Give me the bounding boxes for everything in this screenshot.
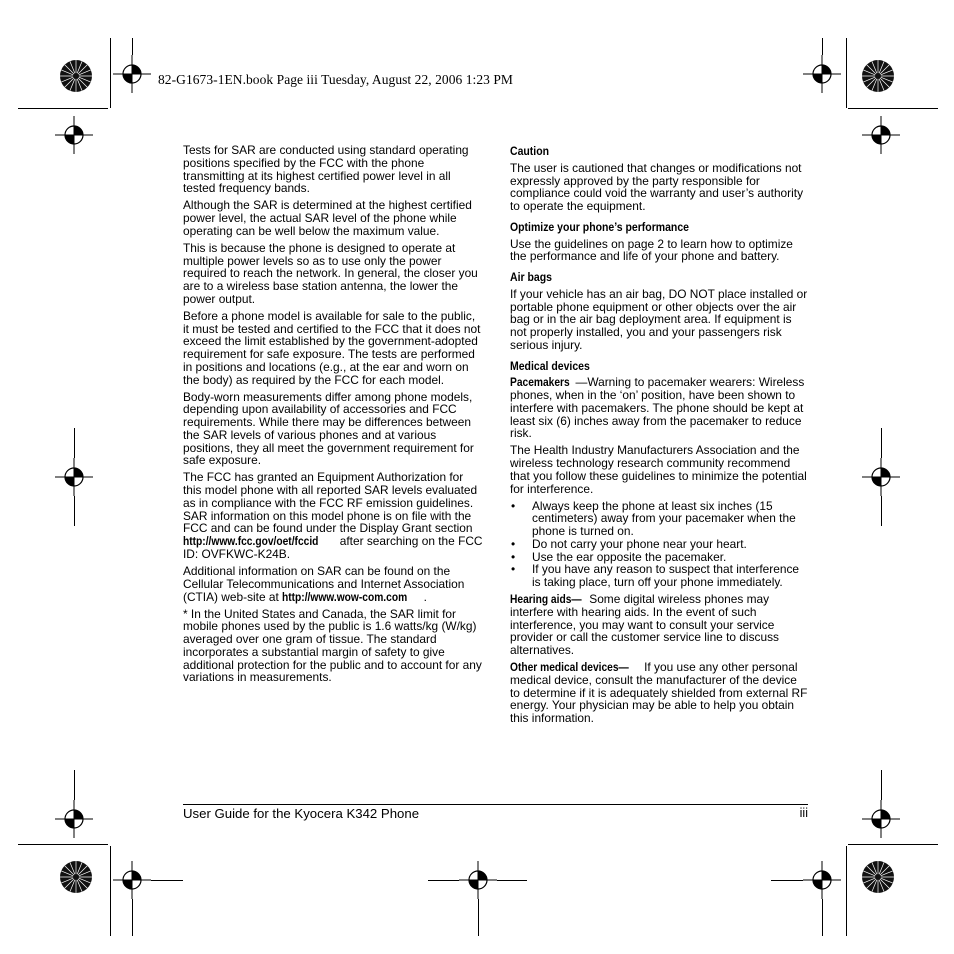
crop-line: [428, 880, 459, 881]
paragraph: If your vehicle has an air bag, DO NOT place installed or portable phone equipment or other objects over the air bag or in the air bag deployment area. If equipment is not properly installed, you and your passengers risk serious injury.: [510, 286, 808, 352]
guideline-list: [510, 500, 810, 589]
right-column: [510, 145, 810, 729]
crop-line: [478, 899, 479, 936]
paragraph-text: Some digital wireless phones may interfere with hearing aids. In the event of such interference, you may want to consult your service provider or call the customer service line to discuss alternatives.: [510, 592, 779, 658]
inline-label-other-medical: Other medical devices—: [510, 660, 629, 675]
fcc-url-link[interactable]: http://www.fcc.gov/oet/fccid: [183, 534, 319, 549]
star-target-icon: [59, 59, 93, 93]
registration-mark-icon: [862, 116, 900, 154]
bullet-icon: •: [511, 498, 516, 513]
star-target-icon: [59, 860, 93, 894]
crop-line: [848, 108, 938, 109]
registration-mark-icon: [862, 800, 900, 838]
star-target-icon: [861, 860, 895, 894]
crop-line: [132, 38, 133, 55]
footer-title: User Guide for the Kyocera K342 Phone: [183, 806, 420, 821]
crop-line: [822, 38, 823, 55]
footer-divider: [183, 804, 808, 805]
inline-label-pacemakers: Pacemakers: [510, 375, 570, 390]
list-item: [510, 563, 810, 589]
paragraph: Tests for SAR are conducted using standard operating positions specified by the FCC with the phone transmitting at its highest certified power level in all tested frequency bands.: [183, 143, 469, 196]
list-item: [510, 500, 810, 538]
paragraph: Body-worn measurements differ among phone models, depending upon availability of accessories and FCC requirements. While there may be differences between the SAR levels of various phones and at various positions, they all meet the government requirement for safe exposure.: [183, 389, 474, 468]
crop-line: [110, 846, 111, 936]
crop-line: [881, 496, 882, 526]
paragraph-text: If you use any other personal medical device, consult the manufacturer of the device to determine if it is adequately shielded from external RF energy. Your physician may be able to help you obtain this information.: [510, 660, 808, 726]
star-target-icon: [861, 59, 895, 93]
paragraph: [510, 661, 810, 725]
paragraph: [183, 565, 483, 603]
paragraph-text: .: [423, 589, 427, 604]
inline-label-hearing-aids: Hearing aids—: [510, 592, 582, 607]
bullet-icon: •: [511, 536, 516, 551]
registration-mark-icon: [803, 861, 841, 899]
crop-line: [771, 880, 803, 881]
registration-mark-icon: [862, 458, 900, 496]
bullet-icon: •: [511, 562, 516, 577]
registration-mark-icon: [55, 116, 93, 154]
crop-line: [18, 108, 108, 109]
list-item-text: Always keep the phone at least six inches (15 centimeters) away from your pacemaker when the phone is turned on.: [532, 498, 796, 539]
crop-line: [846, 38, 847, 108]
paragraph: Although the SAR is determined at the highest certified power level, the actual SAR level of the phone while operating can be well below the maximum value.: [183, 198, 472, 238]
list-item-text: Use the ear opposite the pacemaker.: [532, 549, 727, 564]
registration-mark-icon: [459, 861, 497, 899]
footnote: * In the United States and Canada, the SAR limit for mobile phones used by the public is 1.6 watts/kg (W/kg) averaged over one gram of tissue. The standard incorporates a substantial margin of safety to give additional protection for the public and to account for any variations in measurements.: [183, 606, 482, 685]
paragraph: Use the guidelines on page 2 to learn how to optimize the performance and life of your phone and battery.: [510, 236, 793, 264]
crop-line: [881, 770, 882, 800]
page-number: iii: [799, 806, 808, 820]
crop-line: [846, 846, 847, 936]
paragraph: The Health Industry Manufacturers Association and the wireless technology research community recommend that you follow these guidelines to minimize the potential for interference.: [510, 443, 807, 496]
paragraph: This is because the phone is designed to operate at multiple power levels so as to use only the power required to reach the network. In general, the closer you are to a wireless base station antenna, the lower the power output.: [183, 240, 478, 306]
registration-mark-icon: [803, 55, 841, 93]
registration-mark-icon: [55, 800, 93, 838]
section-heading-medical-devices: Medical devices: [510, 358, 590, 373]
crop-line: [74, 496, 75, 526]
paragraph: [510, 593, 810, 657]
paragraph: Before a phone model is available for sale to the public, it must be tested and certified to the FCC that it does not exceed the limit established by the government-adopted requirement for safe exposure. The tests are performed in positions and locations (e.g., at the ear and worn on the body) as required by the FCC for each model.: [183, 308, 481, 387]
list-item-text: If you have any reason to suspect that interference is taking place, turn off your phone immediately.: [532, 562, 800, 590]
list-item-text: Do not carry your phone near your heart.: [532, 536, 747, 551]
section-heading-optimize: Optimize your phone’s performance: [510, 219, 690, 234]
registration-mark-icon: [113, 55, 151, 93]
crop-line: [881, 428, 882, 458]
ctia-url-link[interactable]: http://www.wow-com.com: [282, 589, 408, 604]
left-column: [183, 144, 483, 688]
section-heading-air-bags: Air bags: [510, 270, 552, 284]
paragraph-text: after searching on the FCC ID: OVFKWC-K24B.: [183, 534, 483, 561]
paragraph: [183, 471, 483, 560]
paragraph-text: Additional information on SAR can be found on the Cellular Telecommunications and Internet Association (CTIA) web-site at: [183, 564, 465, 604]
bullet-icon: •: [511, 549, 516, 564]
crop-line: [822, 899, 823, 936]
crop-line: [18, 844, 108, 845]
registration-mark-icon: [55, 458, 93, 496]
crop-line: [74, 770, 75, 800]
crop-line: [848, 844, 938, 845]
crop-line: [74, 428, 75, 458]
paragraph: The user is cautioned that changes or modifications not expressly approved by the party responsible for compliance could void the warranty and user’s authority to operate the equipment.: [510, 160, 804, 213]
paragraph-text: —Warning to pacemaker wearers: Wireless phones, when in the ‘on’ position, have been shown to interfere with pacemakers. The phone should be kept at least six (6) inches away from the pacemaker to reduce risk.: [510, 375, 805, 441]
crop-line: [497, 880, 527, 881]
paragraph: [510, 376, 810, 440]
crop-line: [132, 899, 133, 936]
paragraph-text: The FCC has granted an Equipment Authorization for this model phone with all reported SAR levels evaluated as in compliance with the FCC RF emission guidelines. SAR information on this model phone is on file with the FCC and can be found under the Display Grant section: [183, 470, 478, 536]
registration-mark-icon: [113, 861, 151, 899]
section-heading-caution: Caution: [510, 144, 550, 158]
crop-line: [110, 38, 111, 108]
book-file-header: 82-G1673-1EN.book Page iii Tuesday, August 22, 2006 1:23 PM: [158, 72, 513, 87]
crop-line: [151, 880, 183, 881]
